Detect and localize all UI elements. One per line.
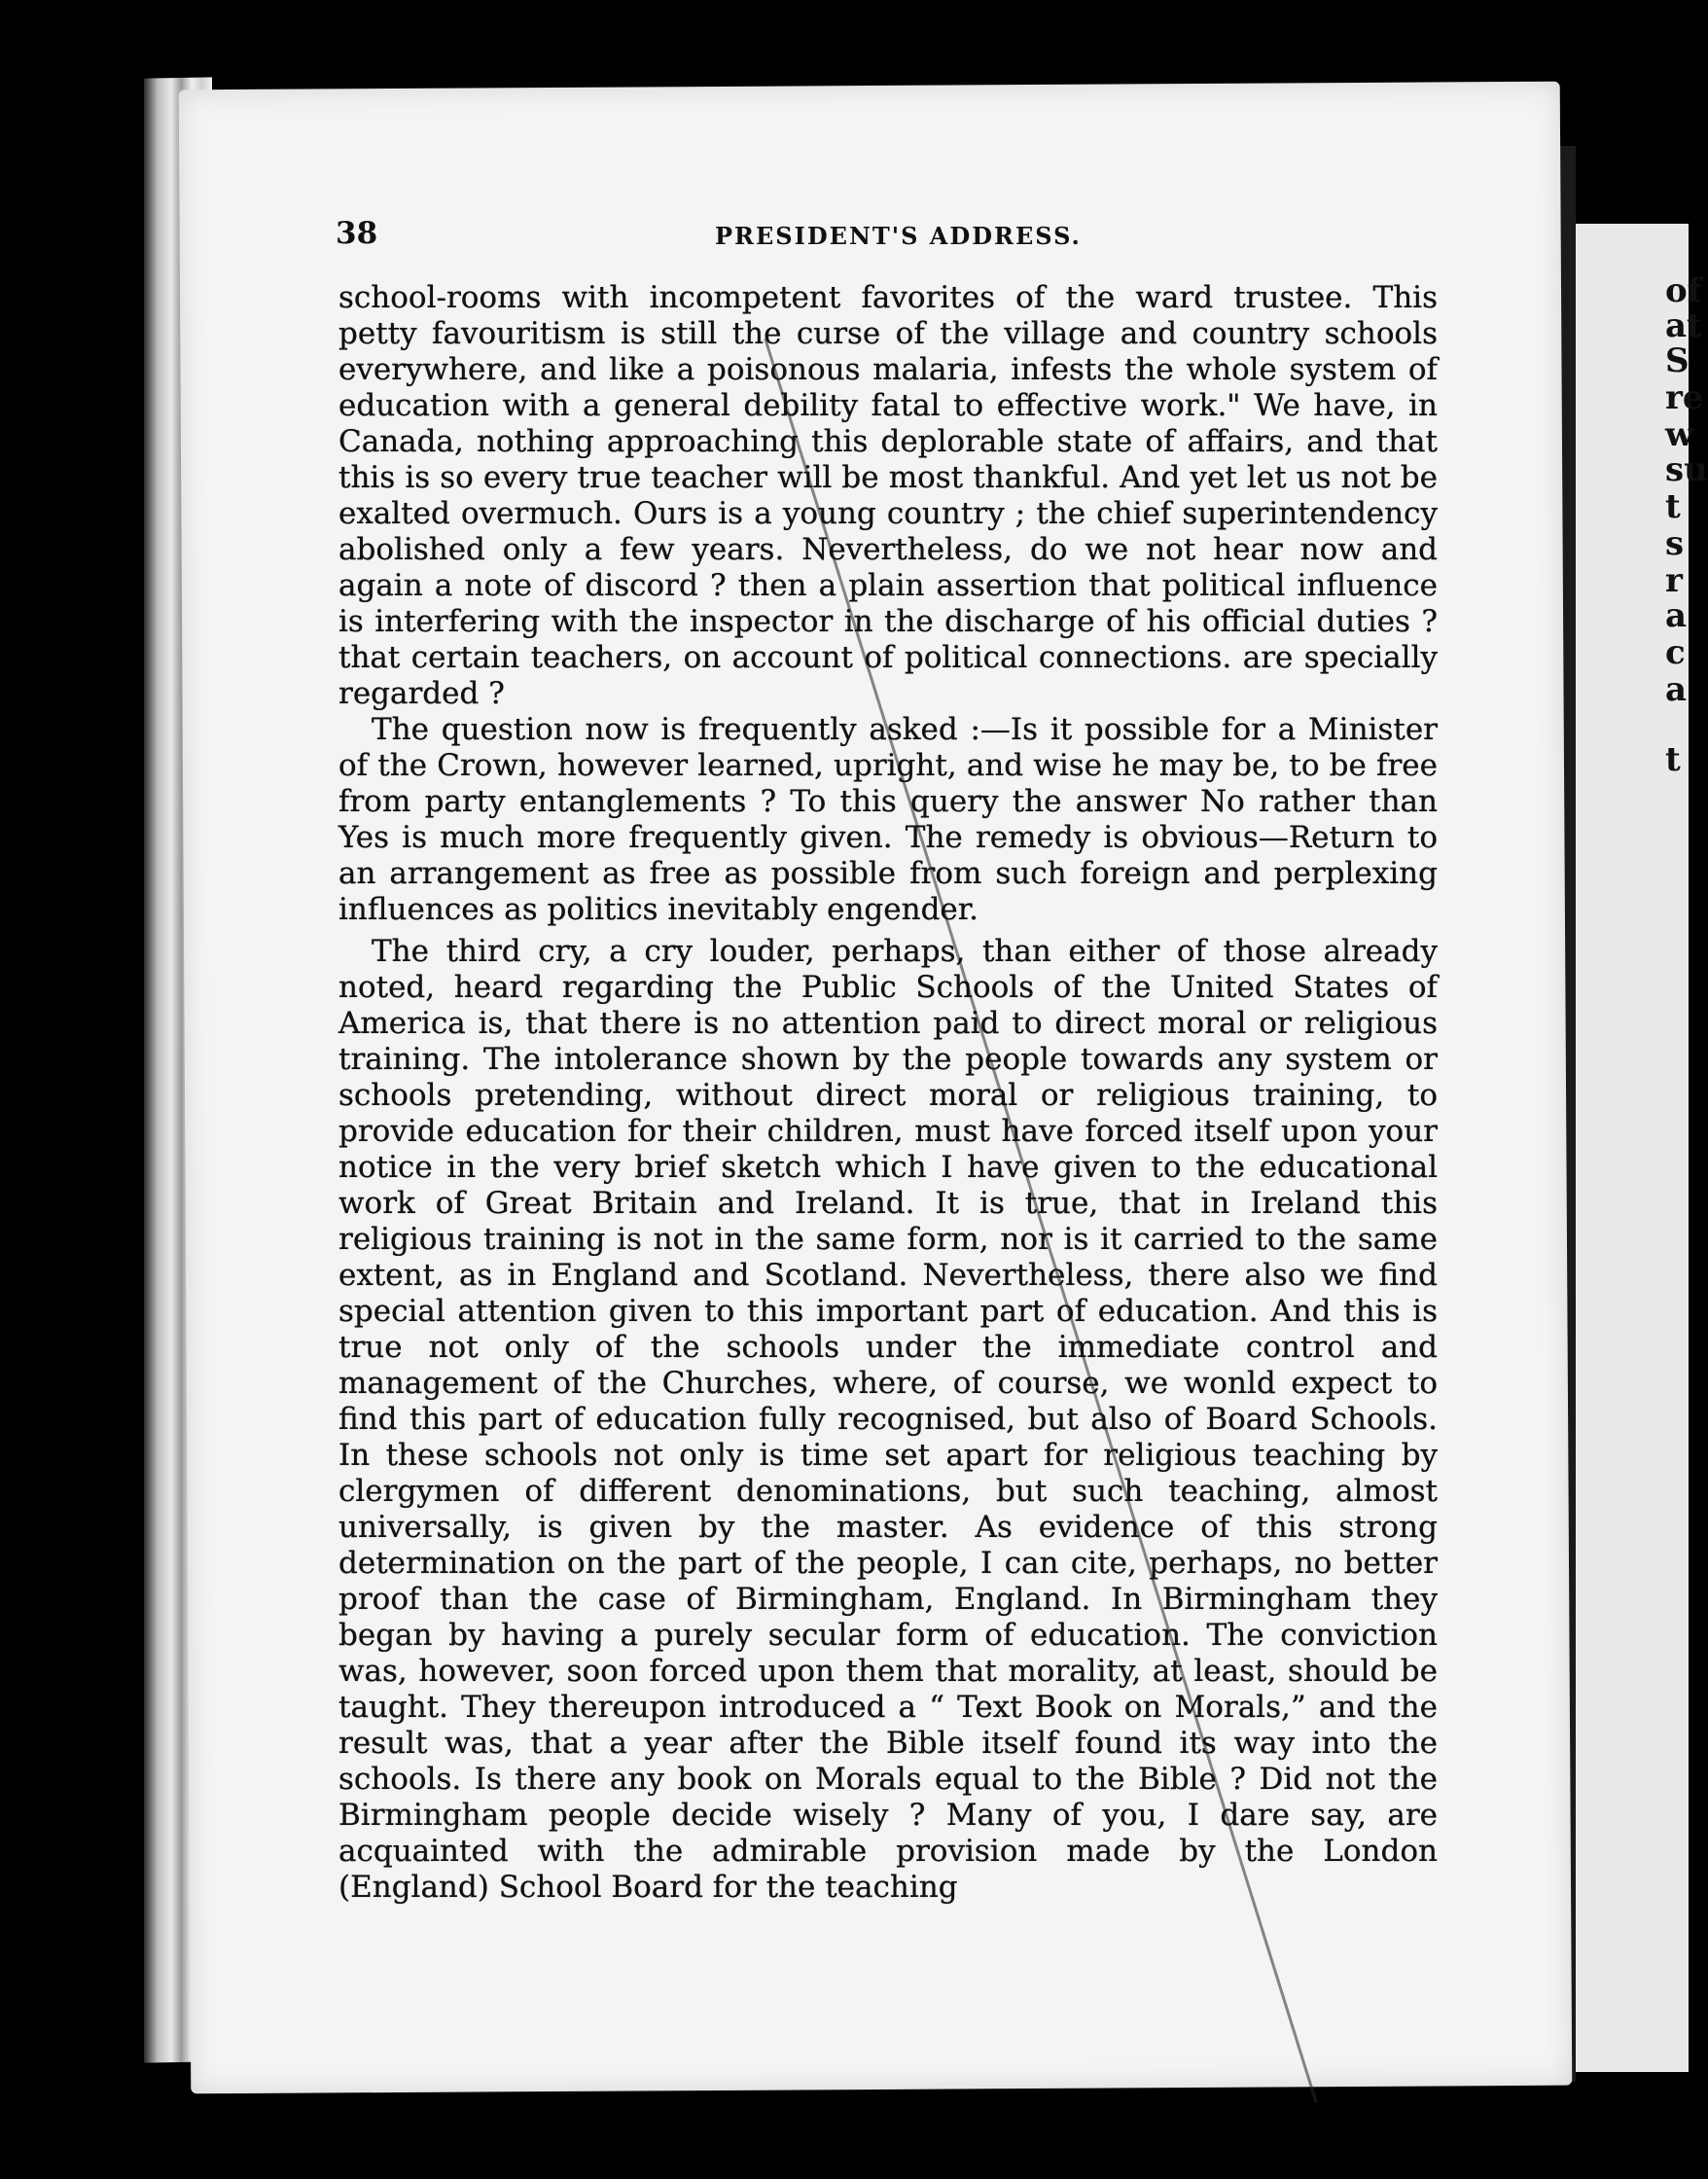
adjacent-page-fragment: a <box>1665 670 1688 709</box>
page-header <box>336 216 1440 255</box>
paragraph-2: The question now is frequently asked :—Is it possible for a Minister of the Crown, however learned, upright, and wise he may be, to be free from party entanglements ? To this query the answer No rather than Yes is much more frequently given. The remedy is obvious—Return to an arrangement as free as possible from such foreign and perplexing influences as politics inevitably engender. <box>338 712 1438 927</box>
adjacent-page-fragment: of <box>1665 271 1702 310</box>
paragraph-3: The third cry, a cry louder, perhaps, than either of those already noted, heard regarding the Public Schools of the United States of America is, that there is no attention paid to direct moral or religious training. The intolerance shown by the people towards any system or schools pretending, without direct moral or religious training, to provide education for their children, must have forced itself upon your notice in the very brief sketch which I have given to the educational work of Great Britain and Ireland. It is true, that in Ireland this religious training is not in the same form, nor is it carried to the same extent, as in England and Scotland. Nevertheless, there also we find special attention given to this important part of education. And this is true not only of the schools under the immediate control and management of the Churches, where, of course, we wonld expect to find this part of education fully recognised, but also of Board Schools. In these schools not only is time set apart for religious teaching by clergymen of different denominations, but such teaching, almost universally, is given by the master. As evidence of this strong determination on the part of the people, I can cite, perhaps, no better proof than the case of Birmingham, England. In Birmingham they began by having a purely secular form of education. The conviction was, however, soon forced upon them that morality, at least, should be taught. They thereupon introduced a “ Text Book on Morals,” and the result was, that a year after the Bible itself found its way into the schools. Is there any book on Morals equal to the Bible ? Did not the Birmingham people decide wisely ? Many of you, I dare say, are acquainted with the admirable provision made by the London (England) School Board for the teaching <box>338 934 1438 1905</box>
adjacent-page-fragment: s <box>1665 524 1685 563</box>
paragraph-1: school-rooms with incompetent favorites of the ward trustee. This petty favouritism is still the curse of the village and country schools everywhere, and like a poisonous malaria, infests the whole system of education with a general debility fatal to effective work." We have, in Canada, nothing approaching this deplorable state of affairs, and that this is so every true teacher will be most thankful. And yet let us not be exalted overmuch. Ours is a young country ; the chief superintendency abolished only a few years. Nevertheless, do we not hear now and again a note of discord ? then a plain assertion that political influence is interfering with the inspector in the discharge of his official duties ? that certain teachers, on account of political connections. are specially regarded ? <box>338 280 1438 711</box>
adjacent-page-fragment: a <box>1665 596 1688 635</box>
adjacent-page-fragment: su <box>1665 450 1708 489</box>
page-body <box>338 280 1438 1906</box>
adjacent-page-fragment: t <box>1665 487 1681 526</box>
adjacent-page-fragment: r <box>1665 561 1683 600</box>
adjacent-page-fragment: t <box>1665 740 1681 779</box>
adjacent-page-fragment: re <box>1665 378 1704 417</box>
running-head: PRESIDENT'S ADDRESS. <box>715 222 1082 250</box>
adjacent-page-fragment: at <box>1665 306 1702 345</box>
adjacent-page-fragment: c <box>1665 633 1686 672</box>
page-number: 38 <box>336 216 378 251</box>
adjacent-page-fragment: S <box>1665 341 1690 380</box>
adjacent-page-fragment: w <box>1665 415 1694 454</box>
